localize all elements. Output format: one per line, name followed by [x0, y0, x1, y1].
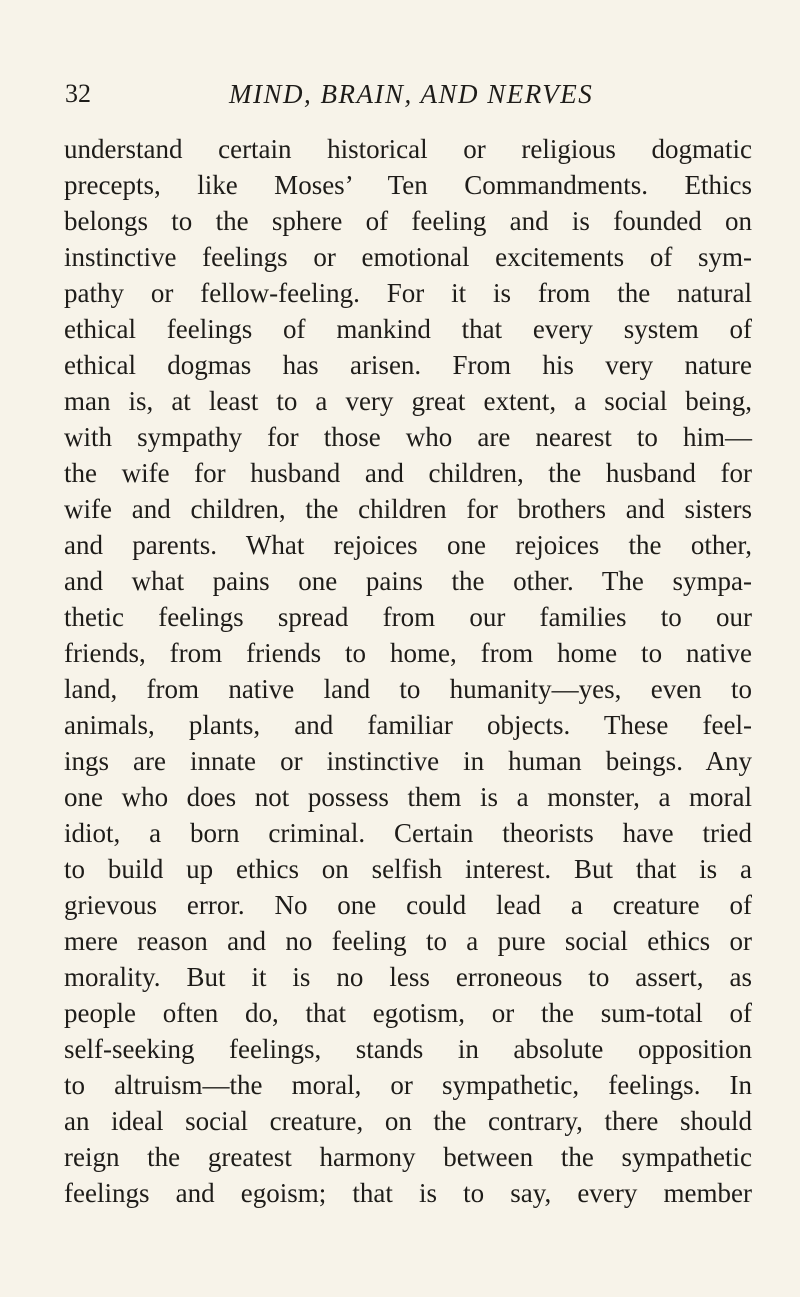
text-line: ings are innate or instinctive in human beings. Any [64, 746, 752, 776]
text-line: idiot, a born criminal. Certain theorists have tried [64, 818, 752, 848]
text-line: reign the greatest harmony between the sympathetic [64, 1142, 752, 1172]
text-line: and what pains one pains the other. The sympa- [64, 566, 752, 596]
text-line: feelings and egoism; that is to say, every member [64, 1178, 752, 1208]
text-line: the wife for husband and children, the husband for [64, 458, 752, 488]
running-title: MIND, BRAIN, AND NERVES [229, 79, 594, 109]
text-line: precepts, like Moses’ Ten Commandments. Ethics [64, 170, 752, 200]
text-line: people often do, that egotism, or the sum-total of [64, 998, 752, 1028]
page-number: 32 [65, 79, 91, 108]
text-line: instinctive feelings or emotional excitements of sym- [64, 242, 752, 272]
text-line: grievous error. No one could lead a creature of [64, 890, 752, 920]
text-line: to altruism—the moral, or sympathetic, feelings. In [64, 1070, 752, 1100]
text-line: wife and children, the children for brothers and sisters [64, 494, 752, 524]
text-line: land, from native land to humanity—yes, even to [64, 674, 752, 704]
text-line: and parents. What rejoices one rejoices the other, [64, 530, 752, 560]
text-line: with sympathy for those who are nearest to him— [64, 422, 752, 452]
text-line: to build up ethics on selfish interest. But that is a [64, 854, 752, 884]
running-header [65, 76, 750, 112]
text-line: man is, at least to a very great extent, a social being, [64, 386, 752, 416]
text-line: an ideal social creature, on the contrary, there should [64, 1106, 752, 1136]
text-line: animals, plants, and familiar objects. These feel- [64, 710, 752, 740]
text-line: friends, from friends to home, from home to native [64, 638, 752, 668]
text-line: pathy or fellow-feeling. For it is from the natural [64, 278, 752, 308]
text-line: self-seeking feelings, stands in absolute opposition [64, 1034, 752, 1064]
text-line: one who does not possess them is a monster, a moral [64, 782, 752, 812]
body-text [64, 131, 752, 1211]
text-line: mere reason and no feeling to a pure social ethics or [64, 926, 752, 956]
text-line: ethical feelings of mankind that every system of [64, 314, 752, 344]
text-line: morality. But it is no less erroneous to assert, as [64, 962, 752, 992]
text-line: belongs to the sphere of feeling and is founded on [64, 206, 752, 236]
text-line: thetic feelings spread from our families to our [64, 602, 752, 632]
text-line: ethical dogmas has arisen. From his very nature [64, 350, 752, 380]
text-line: understand certain historical or religious dogmatic [64, 134, 752, 164]
